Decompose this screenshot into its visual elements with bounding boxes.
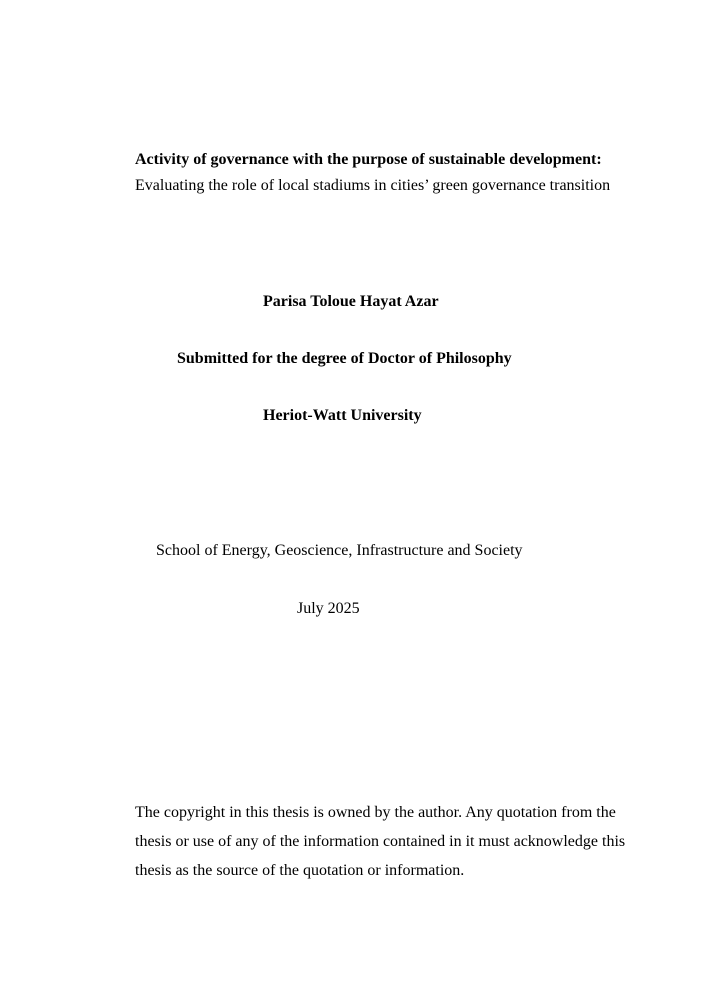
copyright-line: thesis as the source of the quotation or information. bbox=[135, 862, 465, 879]
university-name: Heriot-Watt University bbox=[263, 407, 422, 424]
degree-statement: Submitted for the degree of Doctor of Philosophy bbox=[177, 350, 512, 367]
copyright-line: thesis or use of any of the information contained in it must acknowledge this bbox=[135, 833, 626, 850]
thesis-subtitle: Evaluating the role of local stadiums in cities’ green governance transition bbox=[135, 177, 611, 194]
author-name: Parisa Toloue Hayat Azar bbox=[263, 293, 439, 310]
copyright-line: The copyright in this thesis is owned by the author. Any quotation from the bbox=[135, 804, 616, 821]
copyright-notice bbox=[135, 798, 655, 885]
school-name: School of Energy, Geoscience, Infrastructure and Society bbox=[156, 542, 523, 559]
submission-date: July 2025 bbox=[297, 600, 360, 617]
thesis-title: Activity of governance with the purpose of sustainable development: bbox=[135, 151, 602, 168]
